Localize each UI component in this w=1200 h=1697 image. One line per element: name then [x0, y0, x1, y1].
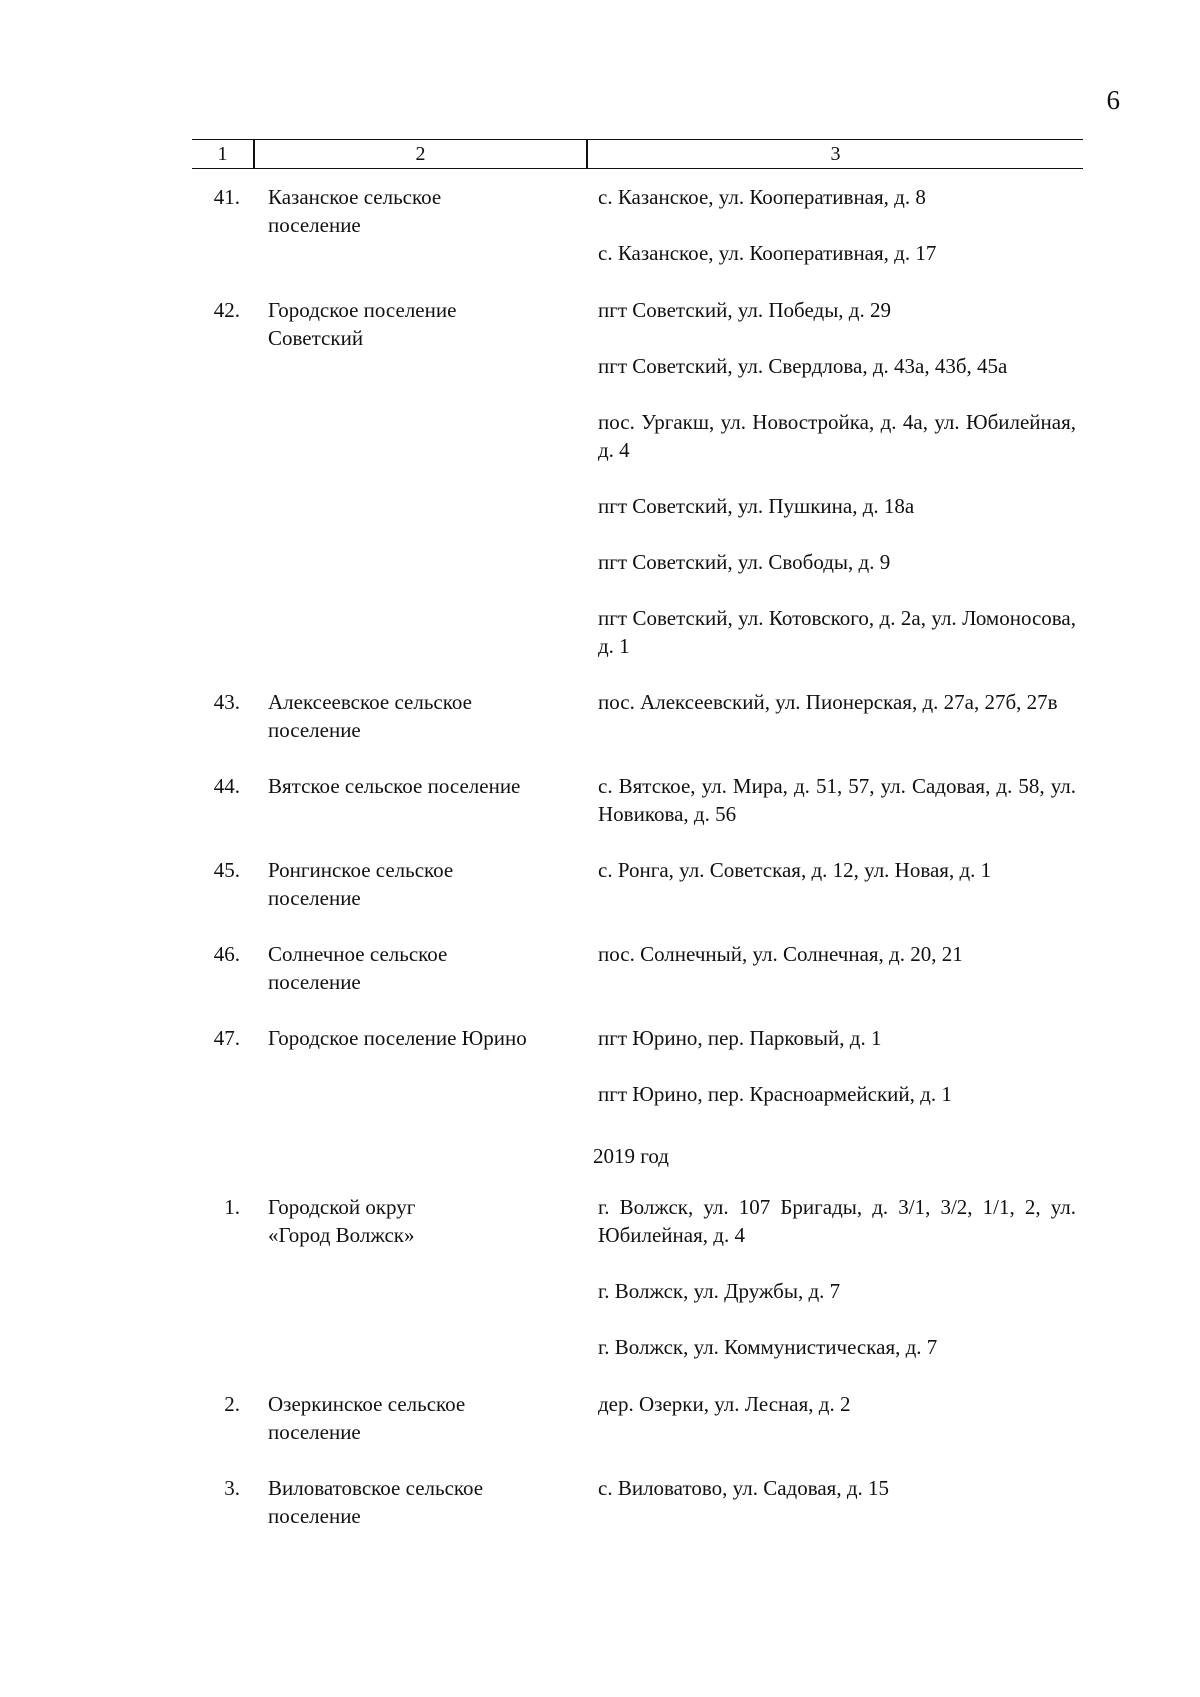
settlement-name: Озеркинское сельское поселение — [268, 1392, 466, 1444]
address: пгт Советский, ул. Свободы, д. 9 — [598, 550, 891, 574]
address-list — [598, 772, 1076, 828]
address-list — [598, 296, 1076, 660]
page-number: 6 — [1106, 85, 1120, 115]
address-list — [598, 940, 1076, 968]
year-heading: 2019 год — [593, 1144, 669, 1168]
row-number: 3. — [224, 1476, 240, 1500]
settlement-name: Ронгинское сельское поселение — [268, 858, 454, 910]
address: дер. Озерки, ул. Лесная, д. 2 — [598, 1392, 851, 1416]
row-number: 45. — [213, 858, 240, 882]
row-number: 1. — [224, 1195, 240, 1219]
row-number: 42. — [213, 298, 240, 322]
address: пгт Советский, ул. Победы, д. 29 — [598, 298, 891, 322]
address-list — [598, 1024, 1076, 1108]
settlement-name: Вятское сельское поселение — [268, 774, 521, 798]
address-list — [598, 1390, 1076, 1418]
row-number: 46. — [213, 942, 240, 966]
address: пгт Советский, ул. Пушкина, д. 18а — [598, 494, 915, 518]
settlement-name: Казанское сельское поселение — [268, 185, 442, 237]
address: пгт Советский, ул. Котовского, д. 2а, ул. Ломоносова, д. 1 — [598, 606, 1076, 658]
address-list — [598, 1474, 1076, 1502]
address: пос. Ургакш, ул. Новостройка, д. 4а, ул. Юбилейная, д. 4 — [598, 410, 1076, 462]
header-col-1: 1 — [217, 143, 228, 165]
address-list — [598, 688, 1076, 716]
address: пгт Советский, ул. Свердлова, д. 43а, 43б, 45а — [598, 354, 1008, 378]
address: пос. Солнечный, ул. Солнечная, д. 20, 21 — [598, 942, 963, 966]
address: г. Волжск, ул. Коммунистическая, д. 7 — [598, 1335, 938, 1359]
settlement-name: Городское поселение Советский — [268, 298, 457, 350]
address: г. Волжск, ул. Дружбы, д. 7 — [598, 1279, 841, 1303]
address: с. Виловатово, ул. Садовая, д. 15 — [598, 1476, 890, 1500]
settlement-name: Городское поселение Юрино — [268, 1026, 527, 1050]
address: с. Казанское, ул. Кооперативная, д. 17 — [598, 241, 937, 265]
address-list — [598, 183, 1076, 267]
header-col-3: 3 — [830, 143, 841, 165]
settlement-name: Городской округ «Город Волжск» — [268, 1195, 416, 1247]
settlement-name: Алексеевское сельское поселение — [268, 690, 472, 742]
address: г. Волжск, ул. 107 Бригады, д. 3/1, 3/2, 1/1, 2, ул. Юбилейная, д. 4 — [598, 1195, 1076, 1247]
table-header — [0, 0, 1200, 180]
address: пгт Юрино, пер. Парковый, д. 1 — [598, 1026, 882, 1050]
row-number: 43. — [213, 690, 240, 714]
row-number: 47. — [213, 1026, 240, 1050]
address: с. Ронга, ул. Советская, д. 12, ул. Новая, д. 1 — [598, 858, 992, 882]
header-bottom-rule — [192, 168, 1083, 169]
settlement-name: Солнечное сельское поселение — [268, 942, 448, 994]
address: с. Вятское, ул. Мира, д. 51, 57, ул. Садовая, д. 58, ул. Новикова, д. 56 — [598, 774, 1076, 826]
settlement-name: Виловатовское сельское поселение — [268, 1476, 484, 1528]
row-number: 2. — [224, 1392, 240, 1416]
address-list — [598, 856, 1076, 884]
address-list — [598, 1193, 1076, 1361]
row-number: 41. — [213, 185, 240, 209]
row-number: 44. — [213, 774, 240, 798]
address: пос. Алексеевский, ул. Пионерская, д. 27а, 27б, 27в — [598, 690, 1058, 714]
address: пгт Юрино, пер. Красноармейский, д. 1 — [598, 1082, 952, 1106]
header-col-2: 2 — [415, 143, 426, 165]
address: с. Казанское, ул. Кооперативная, д. 8 — [598, 185, 926, 209]
